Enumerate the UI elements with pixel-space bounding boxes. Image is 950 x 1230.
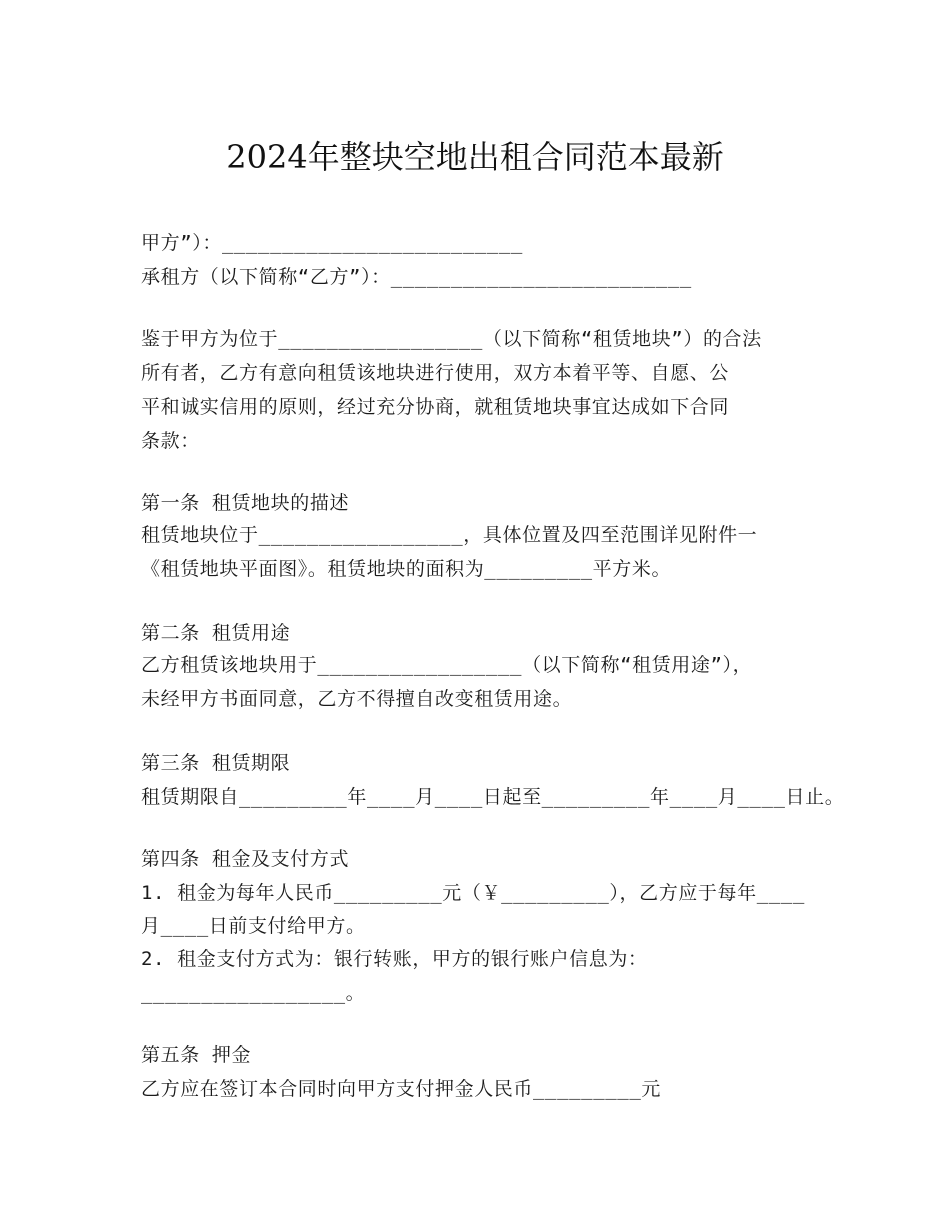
article-1-line-1: 租赁地块位于_________________，具体位置及四至范围详见附件一 [141, 524, 758, 546]
article-2-line-1: 乙方租赁该地块用于_________________（以下简称“租赁用途”）， [141, 654, 753, 676]
article-4-line-4: _________________。 [141, 982, 366, 1004]
article-4-line-2: 月____日前支付给甲方。 [141, 915, 366, 937]
article-5-line-1: 乙方应在签订本合同时向甲方支付押金人民币_________元 [141, 1078, 661, 1100]
article-1-heading: 第一条 租赁地块的描述 [141, 492, 350, 514]
document-title: 2024年整块空地出租合同范本最新 [226, 138, 724, 176]
preamble-line-2: 所有者，乙方有意向租赁该地块进行使用，双方本着平等、自愿、公 [141, 362, 730, 384]
article-1-line-2: 《租赁地块平面图》。租赁地块的面积为_________平方米。 [141, 558, 672, 580]
article-4-line-3: 2. 租金支付方式为：银行转账，甲方的银行账户信息为： [141, 948, 648, 970]
party-b-line: 承租方（以下简称“乙方”）：_________________________ [141, 266, 692, 288]
article-3-heading: 第三条 租赁期限 [141, 752, 291, 774]
article-2-heading: 第二条 租赁用途 [141, 622, 291, 644]
preamble-line-4: 条款： [141, 430, 200, 452]
preamble-line-3: 平和诚实信用的原则，经过充分协商，就租赁地块事宜达成如下合同 [141, 396, 730, 418]
party-a-line: 甲方”）：_________________________ [141, 232, 523, 254]
article-5-heading: 第五条 押金 [141, 1044, 252, 1066]
preamble-line-1: 鉴于甲方为位于_________________（以下简称“租赁地块”）的合法 [141, 328, 762, 350]
article-4-heading: 第四条 租金及支付方式 [141, 848, 350, 870]
article-2-line-2: 未经甲方书面同意，乙方不得擅自改变租赁用途。 [141, 688, 573, 710]
article-4-line-1: 1. 租金为每年人民币_________元（￥_________），乙方应于每年____ [141, 882, 805, 904]
article-3-line-1: 租赁期限自_________年____月____日起至_________年____月____日止。 [141, 786, 845, 808]
